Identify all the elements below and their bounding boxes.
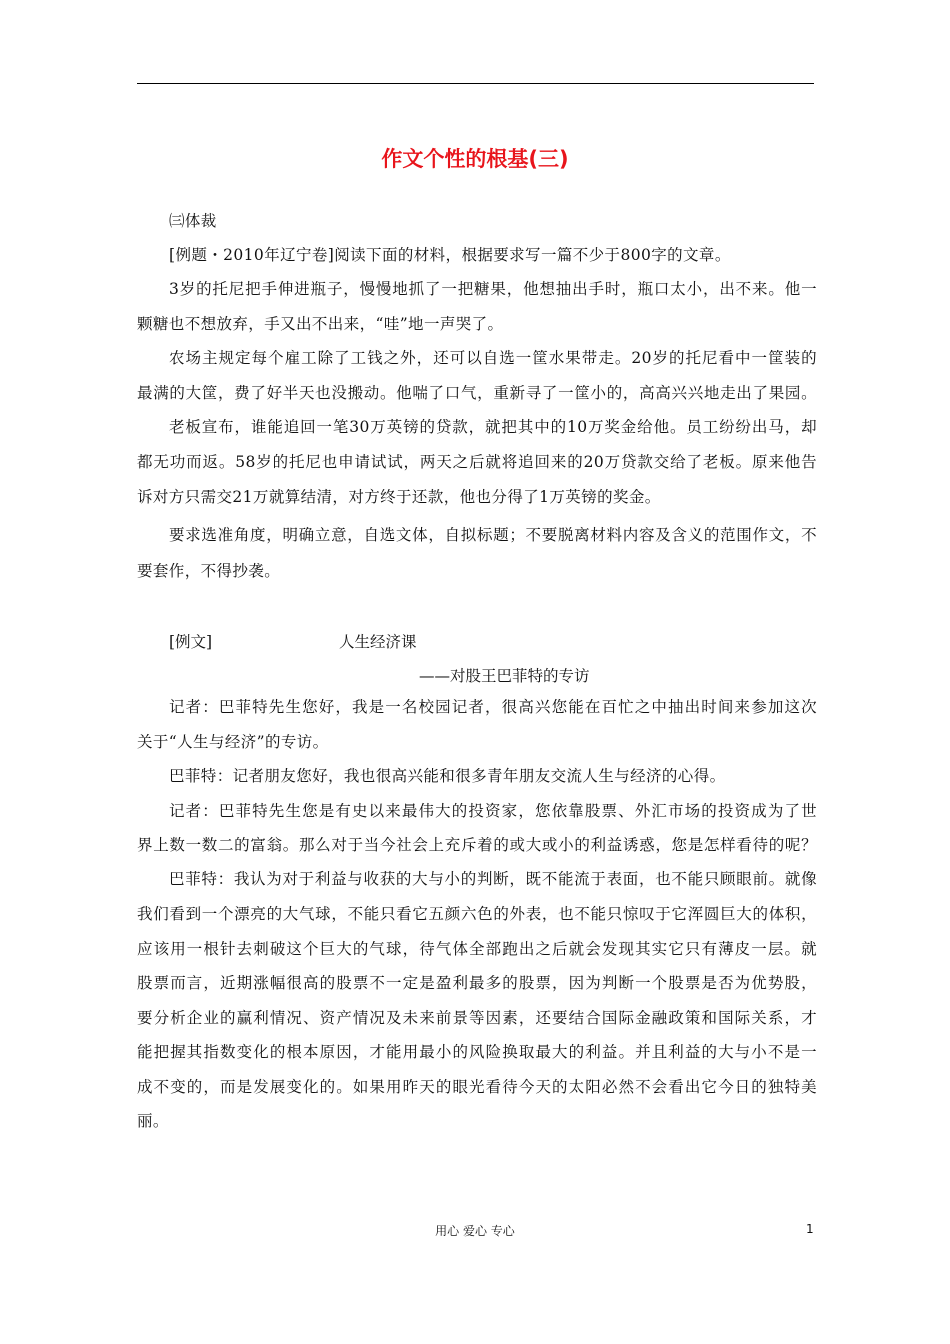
essay-line: 巴菲特：记者朋友您好，我也很高兴能和很多青年朋友交流人生与经济的心得。 [169, 767, 726, 785]
essay-line: 应该用一根针去刺破这个巨大的气球，待气体全部跑出之后就会发现其实它只有薄皮一层。就 [137, 940, 817, 958]
essay-line: 我们看到一个漂亮的大气球，不能只看它五颜六色的外表，也不能只惊叹于它浑圆巨大的体积， [137, 905, 817, 923]
essay-line: 界上数一数二的富翁。那么对于当今社会上充斥着的或大或小的利益诱惑，您是怎样看待的呢？ [137, 836, 817, 854]
paragraph-line: 要套作，不得抄袭。 [137, 562, 281, 580]
section-label: ㈢体裁 [169, 212, 217, 230]
essay-label: [例文] [169, 633, 213, 651]
paragraph-line: 诉对方只需交21万就算结清，对方终于还款，他也分得了1万英镑的奖金。 [137, 488, 661, 506]
paragraph-line: 老板宣布，谁能追回一笔30万英镑的贷款，就把其中的10万奖金给他。员工纷纷出马，却 [169, 418, 817, 436]
essay-line: 股票而言，近期涨幅很高的股票不一定是盈利最多的股票，因为判断一个股票是否为优势股， [137, 974, 817, 992]
example-prompt: [例题・2010年辽宁卷]阅读下面的材料，根据要求写一篇不少于800字的文章。 [169, 246, 731, 264]
paragraph-line: 3岁的托尼把手伸进瓶子，慢慢地抓了一把糖果，他想抽出手时，瓶口太小，出不来。他一 [169, 280, 817, 298]
paragraph-line: 最满的大筐，费了好半天也没搬动。他喘了口气，重新寻了一筐小的，高高兴兴地走出了果园。 [137, 384, 817, 402]
header-rule [137, 83, 814, 84]
essay-line: 记者：巴菲特先生您是有史以来最伟大的投资家，您依靠股票、外汇市场的投资成为了世 [169, 802, 817, 820]
paragraph-line: 颗糖也不想放弃，手又出不出来，“哇”地一声哭了。 [137, 315, 504, 333]
essay-line: 巴菲特：我认为对于利益与收获的大与小的判断，既不能流于表面，也不能只顾眼前。就像 [169, 870, 817, 888]
page-footer: 用心 爱心 专心 [435, 1224, 515, 1238]
essay-line: 丽。 [137, 1112, 169, 1130]
essay-line: 记者：巴菲特先生您好，我是一名校园记者，很高兴您能在百忙之中抽出时间来参加这次 [169, 698, 817, 716]
essay-subtitle: ——对股王巴菲特的专访 [419, 667, 590, 685]
paragraph-line: 要求选准角度，明确立意，自选文体，自拟标题；不要脱离材料内容及含义的范围作文，不 [169, 526, 817, 544]
essay-line: 要分析企业的赢利情况、资产情况及未来前景等因素，还要结合国际金融政策和国际关系，才 [137, 1009, 817, 1027]
essay-title: 人生经济课 [339, 633, 417, 651]
page-number: 1 [806, 1222, 814, 1236]
essay-line: 成不变的，而是发展变化的。如果用昨天的眼光看待今天的太阳必然不会看出它今日的独特美 [137, 1078, 817, 1096]
paragraph-line: 农场主规定每个雇工除了工钱之外，还可以自选一筐水果带走。20岁的托尼看中一筐装的 [169, 349, 817, 367]
essay-line: 关于“人生与经济”的专访。 [137, 733, 329, 751]
document-title: 作文个性的根基(三) [381, 147, 569, 171]
essay-line: 能把握其指数变化的根本原因，才能用最小的风险换取最大的利益。并且利益的大与小不是一 [137, 1043, 817, 1061]
paragraph-line: 都无功而返。58岁的托尼也申请试试，两天之后就将追回来的20万贷款交给了老板。原来他告 [137, 453, 817, 471]
